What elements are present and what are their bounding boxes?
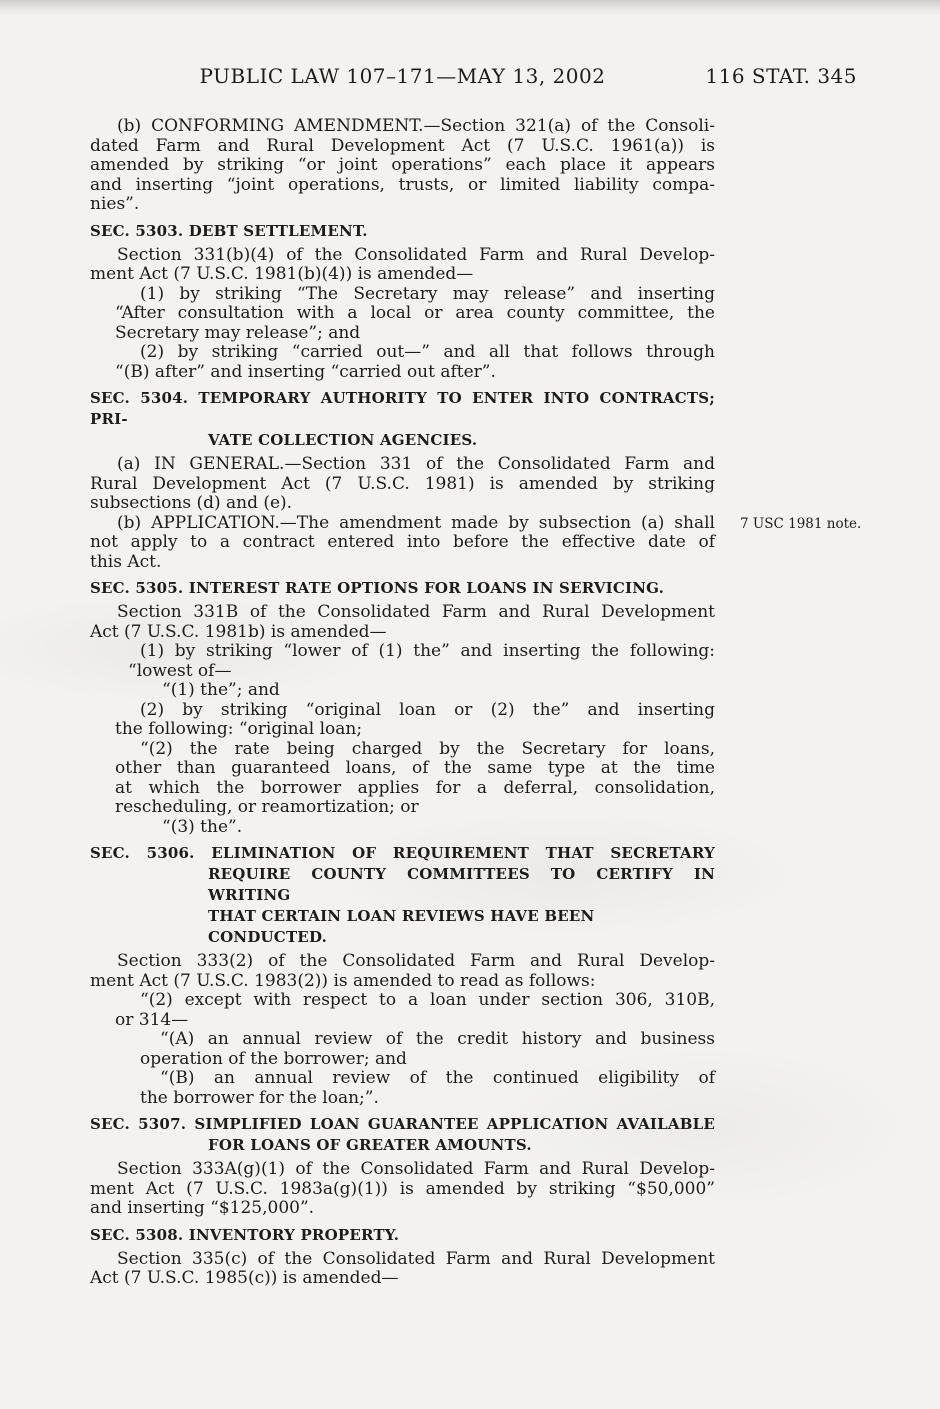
paragraph [90, 662, 715, 682]
paragraph [90, 701, 715, 740]
text-line: FOR LOANS OF GREATER AMOUNTS. [208, 1136, 532, 1154]
text-line: SEC. 5305. INTEREST RATE OPTIONS FOR LOANS IN SERVICING. [90, 579, 665, 597]
text-line: Section 333A(g)(1) of the Consolidated Farm and Rural Develop- [117, 1159, 715, 1179]
text-line: ment Act (7 U.S.C. 1983a(g)(1)) is amended by striking “$50,000” [90, 1178, 715, 1199]
text-line: “After consultation with a local or area county committee, the [115, 303, 715, 323]
text-line: REQUIRE COUNTY COMMITTEES TO CERTIFY IN WRITING [208, 865, 715, 904]
section-heading [90, 388, 715, 451]
paragraph [90, 1030, 715, 1069]
margin-note-usc-citation: 7 USC 1981 note. [740, 515, 862, 532]
section-heading [90, 578, 715, 599]
text-line: Section 335(c) of the Consolidated Farm and Rural Development [117, 1248, 715, 1269]
text-line: Section 331(b)(4) of the Consolidated Farm and Rural Develop- [117, 244, 715, 265]
section-heading [90, 1225, 715, 1246]
header-statutes-at-large-number: 116 STAT. 345 [705, 64, 857, 88]
paragraph [90, 740, 715, 818]
text-line: Act (7 U.S.C. 1985(c)) is amended— [90, 1268, 399, 1288]
text-line: THAT CERTAIN LOAN REVIEWS HAVE BEEN CONDUCTED. [208, 907, 595, 946]
text-line: “(1) the”; and [162, 680, 280, 700]
text-line: ment Act (7 U.S.C. 1981(b)(4)) is amended— [90, 264, 474, 284]
text-line: Secretary may release”; and [115, 322, 361, 343]
text-line: “lowest of— [128, 660, 232, 681]
text-line: Act (7 U.S.C. 1981b) is amended— [90, 621, 387, 642]
paragraph [90, 343, 715, 382]
text-line: Section 331B of the Consolidated Farm and Rural Development [117, 602, 715, 622]
text-line: Rural Development Act (7 U.S.C. 1981) is amended by striking [90, 473, 715, 494]
text-line: (b) APPLICATION.—The amendment made by subsection (a) shall [117, 512, 715, 533]
paragraph [90, 642, 715, 662]
paragraph [90, 603, 715, 642]
text-line: ment Act (7 U.S.C. 1983(2)) is amended to read as follows: [90, 970, 596, 991]
header-public-law-title: PUBLIC LAW 107–171—MAY 13, 2002 [199, 64, 606, 88]
paragraph [90, 285, 715, 344]
text-line: the borrower for the loan;”. [140, 1087, 379, 1108]
text-line: (1) by striking “lower of (1) the” and inserting the following: [140, 641, 715, 661]
text-line: not apply to a contract entered into before the effective date of [90, 532, 715, 552]
paragraph [90, 246, 715, 285]
text-line: and inserting “$125,000”. [90, 1198, 315, 1218]
text-line: (2) by striking “carried out—” and all that follows through [140, 342, 715, 362]
paragraph [90, 1250, 715, 1289]
section-heading [90, 221, 715, 242]
text-line: or 314— [115, 1009, 189, 1030]
text-line: operation of the borrower; and [140, 1048, 407, 1069]
text-line: Section 333(2) of the Consolidated Farm and Rural Develop- [117, 951, 715, 971]
text-line: dated Farm and Rural Development Act (7 U.S.C. 1961(a)) is [90, 135, 715, 156]
text-line: this Act. [90, 551, 162, 572]
paragraph [90, 818, 715, 838]
paragraph [90, 1160, 715, 1219]
text-line: SEC. 5304. TEMPORARY AUTHORITY TO ENTER INTO CONTRACTS; PRI- [90, 389, 715, 428]
text-line: VATE COLLECTION AGENCIES. [208, 431, 478, 449]
document-body [90, 116, 862, 1289]
text-line: at which the borrower applies for a deferral, consolidation, [115, 777, 715, 798]
paragraph [90, 512, 862, 573]
paragraph [90, 455, 715, 514]
paragraph [90, 991, 715, 1030]
text-line: amended by striking “or joint operations” each place it appears [90, 155, 715, 175]
text-line: (a) IN GENERAL.—Section 331 of the Consolidated Farm and [117, 454, 715, 474]
text-line: and inserting “joint operations, trusts, or limited liability compa- [90, 174, 715, 195]
text-line: “(2) except with respect to a loan under section 306, 310B, [140, 990, 715, 1010]
paragraph [90, 952, 715, 991]
text-line: “(A) an annual review of the credit history and business [160, 1029, 715, 1049]
text-line: (b) CONFORMING AMENDMENT.—Section 321(a) of the Consoli- [117, 116, 715, 136]
paragraph [90, 1069, 715, 1108]
text-line: nies”. [90, 194, 140, 214]
paragraph [90, 681, 715, 701]
text-line: SEC. 5303. DEBT SETTLEMENT. [90, 221, 368, 240]
section-heading [90, 1114, 715, 1156]
paragraph [90, 117, 715, 215]
text-line: “(B) after” and inserting “carried out after”. [115, 361, 496, 382]
section-heading [90, 843, 715, 948]
text-line: the following: “original loan; [115, 719, 363, 739]
text-line: “(2) the rate being charged by the Secretary for loans, [140, 738, 715, 759]
text-line: SEC. 5306. ELIMINATION OF REQUIREMENT THAT SECRETARY [90, 844, 715, 862]
text-line: rescheduling, or reamortization; or [115, 797, 419, 817]
text-line: SEC. 5307. SIMPLIFIED LOAN GUARANTEE APPLICATION AVAILABLE [90, 1115, 715, 1133]
running-header [90, 64, 857, 90]
text-line: (2) by striking “original loan or (2) the” and inserting [140, 699, 715, 720]
text-line: SEC. 5308. INVENTORY PROPERTY. [90, 1225, 400, 1244]
text-line: (1) by striking “The Secretary may release” and inserting [140, 283, 715, 304]
text-line: other than guaranteed loans, of the same type at the time [115, 758, 715, 778]
text-line: “(3) the”. [162, 816, 243, 837]
text-line: “(B) an annual review of the continued eligibility of [160, 1068, 715, 1088]
text-line: subsections (d) and (e). [90, 493, 293, 513]
